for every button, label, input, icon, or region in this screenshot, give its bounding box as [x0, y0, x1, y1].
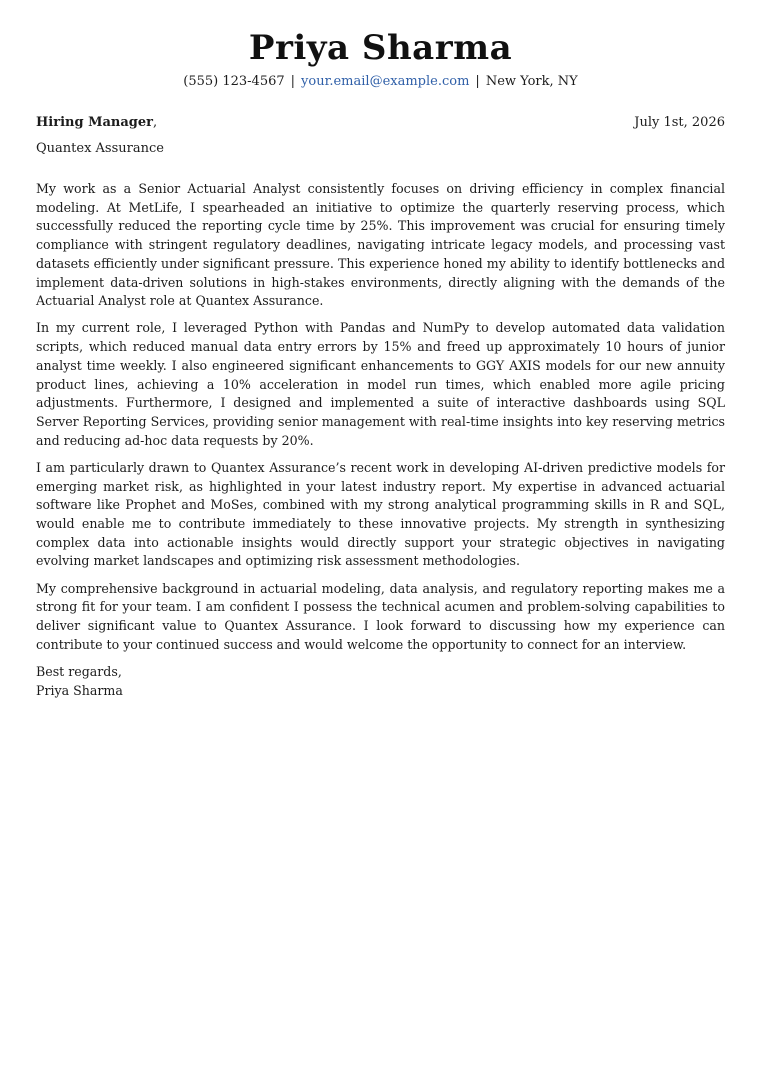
- recipient-name-suffix: ,: [152, 115, 158, 130]
- contact-separator: |: [475, 74, 480, 89]
- closing-block: [36, 663, 725, 700]
- letter-body: [36, 180, 725, 700]
- recipient-greeting: [36, 114, 157, 132]
- recipient-name: Hiring Manager: [36, 115, 153, 130]
- contact-separator: |: [290, 74, 296, 89]
- letter-date: July 1st, 2026: [634, 115, 725, 130]
- location: New York, NY: [485, 74, 578, 89]
- sender-name: Priya Sharma: [248, 28, 513, 68]
- body-paragraph: I am particularly drawn to Quantex Assurance’s recent work in developing AI-driven predictive models for emerging market risk, as highlighted in your latest industry report. My expertise in advanced actuarial software like Prophet and MoSes, combined with my strong analytical programming skills in R and SQL, would enable me to contribute immediately to these innovative projects. My strength in synthesizing complex data into actionable insights would directly support your strategic objectives in navigating evolving market landscapes and optimizing risk assessment methodologies.: [36, 459, 725, 569]
- phone-number: (555) 123-4567: [183, 74, 285, 89]
- closing-salutation: Best regards,: [36, 663, 122, 679]
- closing-signature: Priya Sharma: [36, 682, 123, 698]
- recipient-company: Quantex Assurance: [36, 141, 164, 156]
- body-paragraph: My work as a Senior Actuarial Analyst consistently focuses on driving efficiency in complex financial modeling. At MetLife, I spearheaded an initiative to optimize the quarterly reserving process, which successfully reduced the reporting cycle time by 25%. This improvement was crucial for ensuring timely compliance with stringent regulatory deadlines, navigating intricate legacy models, and processing vast datasets efficiently under significant pressure. This experience honed my ability to identify bottlenecks and implement data-driven solutions in high-stakes environments, directly aligning with the demands of the Actuarial Analyst role at Quantex Assurance.: [36, 181, 725, 309]
- recipient-row: [36, 114, 725, 132]
- body-paragraph: In my current role, I leveraged Python with Pandas and NumPy to develop automated data validation scripts, which reduced manual data entry errors by 15% and freed up approximately 10 hours of junior analyst time weekly. I also engineered significant enhancements to GGY AXIS models for our new annuity product lines, achieving a 10% acceleration in model run times, which enabled more agile pricing adjustments. Furthermore, I designed and implemented a suite of interactive dashboards using SQL Server Reporting Services, providing senior management with real-time insights into key reserving metrics and reducing ad-hoc data requests by 20%.: [36, 320, 725, 448]
- contact-line: [36, 73, 725, 91]
- email-link[interactable]: your.email@example.com: [301, 74, 470, 89]
- body-paragraph: My comprehensive background in actuarial modeling, data analysis, and regulatory reporting makes me a strong fit for your team. I am confident I possess the technical acumen and problem-solving capabilities to deliver significant value to Quantex Assurance. I look forward to discussing how my experience can contribute to your continued success and would welcome the opportunity to connect for an interview.: [36, 580, 725, 652]
